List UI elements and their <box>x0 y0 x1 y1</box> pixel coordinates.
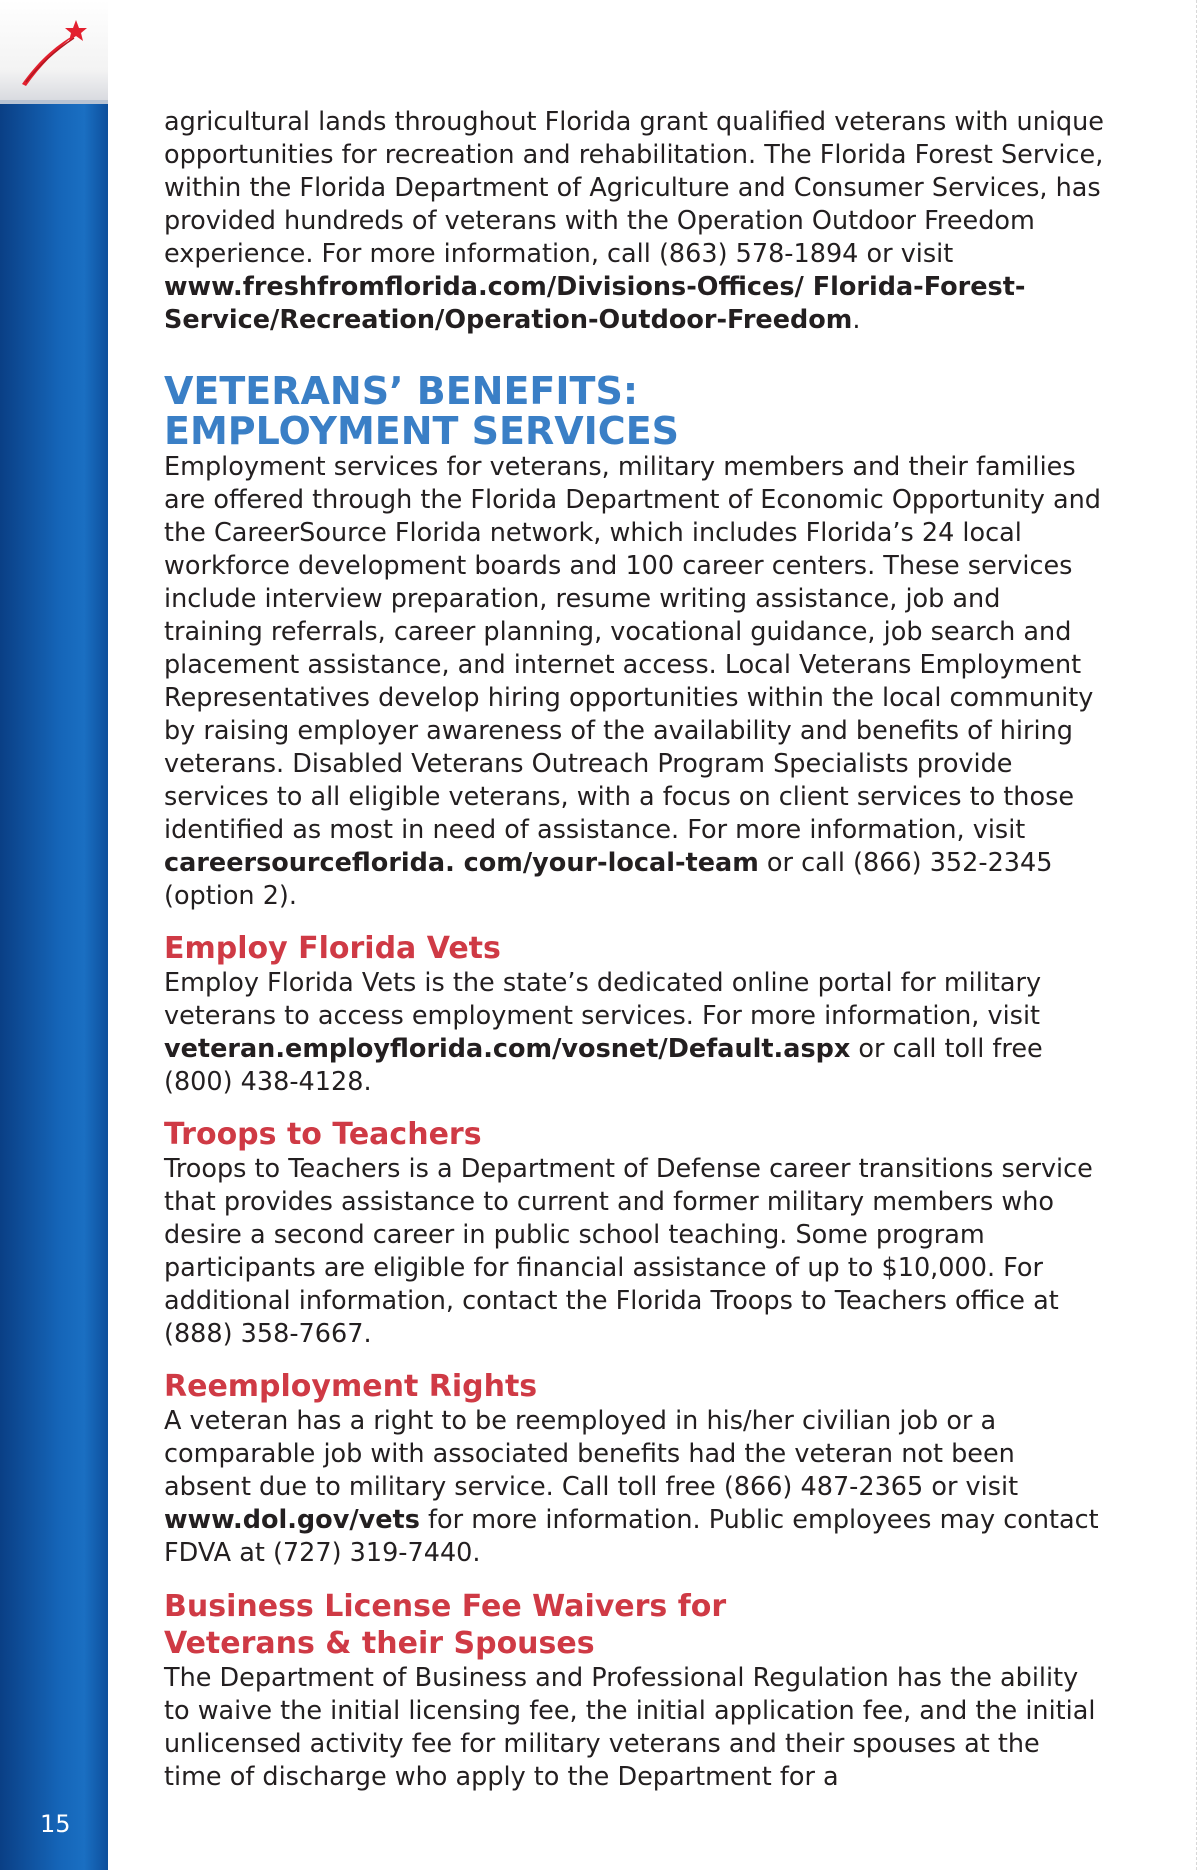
page-sidebar <box>0 0 108 1870</box>
logo-badge <box>0 0 108 104</box>
intro-text: agricultural lands throughout Florida grant qualified veterans with unique opportunities for recreation and rehabilitation. The Florida Forest Service, within the Florida Department of Agriculture and Consumer Services, has provided hundreds of veterans with the Operation Outdoor Freedom experience. For more information, call (863) 578-1894 or visit <box>164 107 1104 269</box>
reemployment-rights-paragraph <box>164 1405 1104 1570</box>
employment-end: or call (866) 352-2345 (option 2). <box>164 848 1053 911</box>
employflorida-link[interactable]: veteran.employflorida.com/vosnet/Default.aspx <box>164 1034 851 1064</box>
employ-florida-vets-text: Employ Florida Vets is the state’s dedicated online portal for military veterans to access employment services. For more information, visit <box>164 968 1042 1031</box>
page-edge-divider <box>1196 0 1197 1870</box>
reemployment-end: for more information. Public employees may contact FDVA at (727) 319-7440. <box>164 1505 1099 1568</box>
section-heading-employment-services <box>164 371 1104 451</box>
employment-text: Employment services for veterans, military members and their families are offered through the Florida Department of Economic Opportunity and the CareerSource Florida network, which includes Florida’s 24 local workforce development boards and 100 career centers. These services include interview preparation, resume writing assistance, job and training referrals, career planning, vocational guidance, job search and placement assistance, and internet access. Local Veterans Employment Representatives develop hiring opportunities within the local community by raising employer awareness of the availability and benefits of hiring veterans. Disabled Veterans Outreach Program Specialists provide services to all eligible veterans, with a focus on client services to those identified as most in need of assistance. For more information, visit <box>164 452 1101 845</box>
subheading-line-1: Business License Fee Waivers for <box>164 1589 727 1624</box>
outdoor-freedom-link[interactable]: www.freshfromflorida.com/Divisions-Offices/ Florida-Forest-Service/Recreation/Operation-Outdoor-Freedom <box>164 272 1026 335</box>
dol-vets-link[interactable]: www.dol.gov/vets <box>164 1505 420 1535</box>
reemployment-text: A veteran has a right to be reemployed in his/her civilian job or a comparable job with associated benefits had the veteran not been absent due to military service. Call toll free (866) 487-2365 or visit <box>164 1406 1019 1502</box>
troops-to-teachers-paragraph: Troops to Teachers is a Department of Defense career transitions service that provides assistance to current and former military members who desire a second career in public school teaching. Some program participants are eligible for financial assistance of up to $10,000. For additional information, contact the Florida Troops to Teachers office at (888) 358-7667. <box>164 1154 1093 1349</box>
subheading-employ-florida-vets: Employ Florida Vets <box>164 931 501 966</box>
subheading-reemployment-rights: Reemployment Rights <box>164 1369 538 1404</box>
page-number: 15 <box>40 1810 71 1838</box>
careersource-link[interactable]: careersourceflorida. com/your-local-team <box>164 848 759 878</box>
section-heading-line-2: EMPLOYMENT SERVICES <box>164 409 680 453</box>
subheading-line-2: Veterans & their Spouses <box>164 1626 595 1661</box>
employ-florida-vets-end: or call toll free (800) 438-4128. <box>164 1034 1043 1097</box>
business-license-paragraph: The Department of Business and Professional Regulation has the ability to waive the initial licensing fee, the initial application fee, and the initial unlicensed activity fee for military veterans and their spouses at the time of discharge who apply to the Department for a <box>164 1663 1096 1792</box>
section-heading-line-1: VETERANS’ BENEFITS: <box>164 369 639 413</box>
page-content <box>164 106 1104 1794</box>
subheading-business-license-waivers <box>164 1588 1104 1662</box>
subheading-troops-to-teachers: Troops to Teachers <box>164 1117 482 1152</box>
shooting-star-icon <box>18 16 90 88</box>
intro-end: . <box>852 305 861 335</box>
intro-paragraph <box>164 106 1104 337</box>
employ-florida-vets-paragraph <box>164 967 1104 1099</box>
employment-paragraph <box>164 451 1104 913</box>
